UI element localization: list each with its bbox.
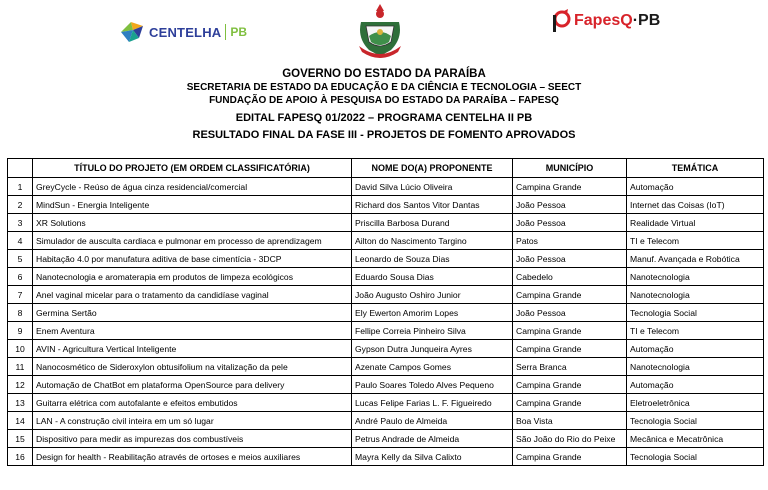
municipality-cell: João Pessoa [513, 214, 627, 232]
rank-cell: 10 [8, 340, 33, 358]
proponent-cell: Ely Ewerton Amorim Lopes [352, 304, 513, 322]
column-header-proponent: NOME DO(A) PROPONENTE [352, 159, 513, 178]
table-row [8, 232, 764, 250]
column-header-municipality: MUNICÍPIO [513, 159, 627, 178]
municipality-cell: Campina Grande [513, 376, 627, 394]
project-title-cell: Design for health - Reabilitação através de ortoses e meios auxiliares [33, 448, 352, 466]
centelha-logo [117, 18, 247, 46]
proponent-cell: Priscilla Barbosa Durand [352, 214, 513, 232]
proponent-cell: David Silva Lúcio Oliveira [352, 178, 513, 196]
rank-cell: 8 [8, 304, 33, 322]
foundation-title: FUNDAÇÃO DE APOIO À PESQUISA DO ESTADO DA PARAÍBA – FAPESQ [209, 95, 559, 106]
municipality-cell: Boa Vista [513, 412, 627, 430]
project-title-cell: Nanotecnologia e aromaterapia em produtos de limpeza ecológicos [33, 268, 352, 286]
centelha-logo-name: CENTELHA [149, 24, 222, 40]
proponent-cell: André Paulo de Almeida [352, 412, 513, 430]
project-title-cell: Nanocosmético de Sideroxylon obtusifolium na vitalização da pele [33, 358, 352, 376]
rank-cell: 6 [8, 268, 33, 286]
edital-title: EDITAL FAPESQ 01/2022 – PROGRAMA CENTELHA II PB [235, 112, 533, 124]
theme-cell: Tecnologia Social [627, 448, 764, 466]
theme-cell: Mecânica e Mecatrônica [627, 430, 764, 448]
result-title: RESULTADO FINAL DA FASE III - PROJETOS DE FOMENTO APROVADOS [192, 129, 576, 141]
table-row [8, 268, 764, 286]
municipality-cell: Campina Grande [513, 178, 627, 196]
project-title-cell: Automação de ChatBot em plataforma OpenSource para delivery [33, 376, 352, 394]
rank-cell: 11 [8, 358, 33, 376]
municipality-cell: Cabedelo [513, 268, 627, 286]
proponent-cell: João Augusto Oshiro Junior [352, 286, 513, 304]
rank-cell: 2 [8, 196, 33, 214]
proponent-cell: Petrus Andrade de Almeida [352, 430, 513, 448]
project-title-cell: Enem Aventura [33, 322, 352, 340]
rank-cell: 3 [8, 214, 33, 232]
rank-cell: 14 [8, 412, 33, 430]
municipality-cell: Campina Grande [513, 286, 627, 304]
fapesq-logo [550, 9, 660, 33]
table-row [8, 250, 764, 268]
municipality-cell: Serra Branca [513, 358, 627, 376]
project-title-cell: Guitarra elétrica com autofalante e efeitos embutidos [33, 394, 352, 412]
theme-cell: Internet das Coisas (IoT) [627, 196, 764, 214]
theme-cell: TI e Telecom [627, 232, 764, 250]
fapesq-mark-icon [550, 9, 572, 33]
proponent-cell: Gypson Dutra Junqueira Ayres [352, 340, 513, 358]
secretariat-title: SECRETARIA DE ESTADO DA EDUCAÇÃO E DA CIÊNCIA E TECNOLOGIA – SEECT [186, 82, 582, 93]
column-header-theme: TEMÁTICA [627, 159, 764, 178]
municipality-cell: Campina Grande [513, 340, 627, 358]
table-header-row [8, 159, 764, 178]
rank-cell: 12 [8, 376, 33, 394]
municipality-cell: São João do Rio do Peixe [513, 430, 627, 448]
rank-cell: 13 [8, 394, 33, 412]
fapesq-logo-name [574, 12, 660, 30]
rank-cell: 1 [8, 178, 33, 196]
municipality-cell: João Pessoa [513, 250, 627, 268]
project-title-cell: GreyCycle - Reúso de água cinza residencial/comercial [33, 178, 352, 196]
table-row [8, 286, 764, 304]
rank-cell: 15 [8, 430, 33, 448]
theme-cell: Automação [627, 178, 764, 196]
proponent-cell: Eduardo Sousa Dias [352, 268, 513, 286]
municipality-cell: Campina Grande [513, 322, 627, 340]
table-row [8, 340, 764, 358]
table-row [8, 394, 764, 412]
proponent-cell: Paulo Soares Toledo Alves Pequeno [352, 376, 513, 394]
results-table [7, 158, 764, 466]
centelha-logo-suffix: PB [230, 25, 248, 39]
theme-cell: Nanotecnologia [627, 286, 764, 304]
rank-cell: 5 [8, 250, 33, 268]
project-title-cell: AVIN - Agricultura Vertical Inteligente [33, 340, 352, 358]
proponent-cell: Ailton do Nascimento Targino [352, 232, 513, 250]
project-title-cell: XR Solutions [33, 214, 352, 232]
theme-cell: Automação [627, 340, 764, 358]
rank-cell: 4 [8, 232, 33, 250]
municipality-cell: Campina Grande [513, 448, 627, 466]
fapesq-logo-red: FapesQ [574, 12, 633, 29]
project-title-cell: Habitação 4.0 por manufatura aditiva de base cimentícia - 3DCP [33, 250, 352, 268]
theme-cell: Tecnologia Social [627, 304, 764, 322]
project-title-cell: Anel vaginal micelar para o tratamento da candidíase vaginal [33, 286, 352, 304]
project-title-cell: Simulador de ausculta cardiaca e pulmonar em processo de aprendizagem [33, 232, 352, 250]
centelha-logo-separator [225, 24, 226, 40]
project-title-cell: MindSun - Energia Inteligente [33, 196, 352, 214]
table-row [8, 358, 764, 376]
column-header-title: TÍTULO DO PROJETO (EM ORDEM CLASSIFICATÓRIA) [33, 159, 352, 178]
theme-cell: TI e Telecom [627, 322, 764, 340]
table-row [8, 412, 764, 430]
column-header-rank [8, 159, 33, 178]
municipality-cell: Patos [513, 232, 627, 250]
theme-cell: Tecnologia Social [627, 412, 764, 430]
theme-cell: Manuf. Avançada e Robótica [627, 250, 764, 268]
table-row [8, 214, 764, 232]
proponent-cell: Fellipe Correia Pinheiro Silva [352, 322, 513, 340]
proponent-cell: Azenate Campos Gomes [352, 358, 513, 376]
project-title-cell: Dispositivo para medir as impurezas dos combustíveis [33, 430, 352, 448]
document-heading [0, 67, 768, 142]
municipality-cell: João Pessoa [513, 196, 627, 214]
logo-bar [0, 0, 768, 62]
theme-cell: Automação [627, 376, 764, 394]
municipality-cell: João Pessoa [513, 304, 627, 322]
proponent-cell: Mayra Kelly da Silva Calixto [352, 448, 513, 466]
theme-cell: Realidade Virtual [627, 214, 764, 232]
government-title: GOVERNO DO ESTADO DA PARAÍBA [282, 68, 486, 80]
municipality-cell: Campina Grande [513, 394, 627, 412]
theme-cell: Nanotecnologia [627, 268, 764, 286]
centelha-bird-icon [117, 18, 147, 46]
table-row [8, 430, 764, 448]
rank-cell: 7 [8, 286, 33, 304]
fapesq-logo-dark: PB [638, 12, 661, 29]
paraiba-coat-of-arms-icon [351, 2, 409, 60]
table-row [8, 448, 764, 466]
table-row [8, 196, 764, 214]
rank-cell: 9 [8, 322, 33, 340]
project-title-cell: Germina Sertão [33, 304, 352, 322]
proponent-cell: Leonardo de Souza Dias [352, 250, 513, 268]
table-row [8, 304, 764, 322]
theme-cell: Nanotecnologia [627, 358, 764, 376]
project-title-cell: LAN - A construção civil inteira em um só lugar [33, 412, 352, 430]
fapesq-logo-joiner: · [632, 12, 639, 29]
theme-cell: Eletroeletrônica [627, 394, 764, 412]
table-row [8, 376, 764, 394]
rank-cell: 16 [8, 448, 33, 466]
proponent-cell: Richard dos Santos Vitor Dantas [352, 196, 513, 214]
proponent-cell: Lucas Felipe Farias L. F. Figueiredo [352, 394, 513, 412]
table-row [8, 322, 764, 340]
table-row [8, 178, 764, 196]
